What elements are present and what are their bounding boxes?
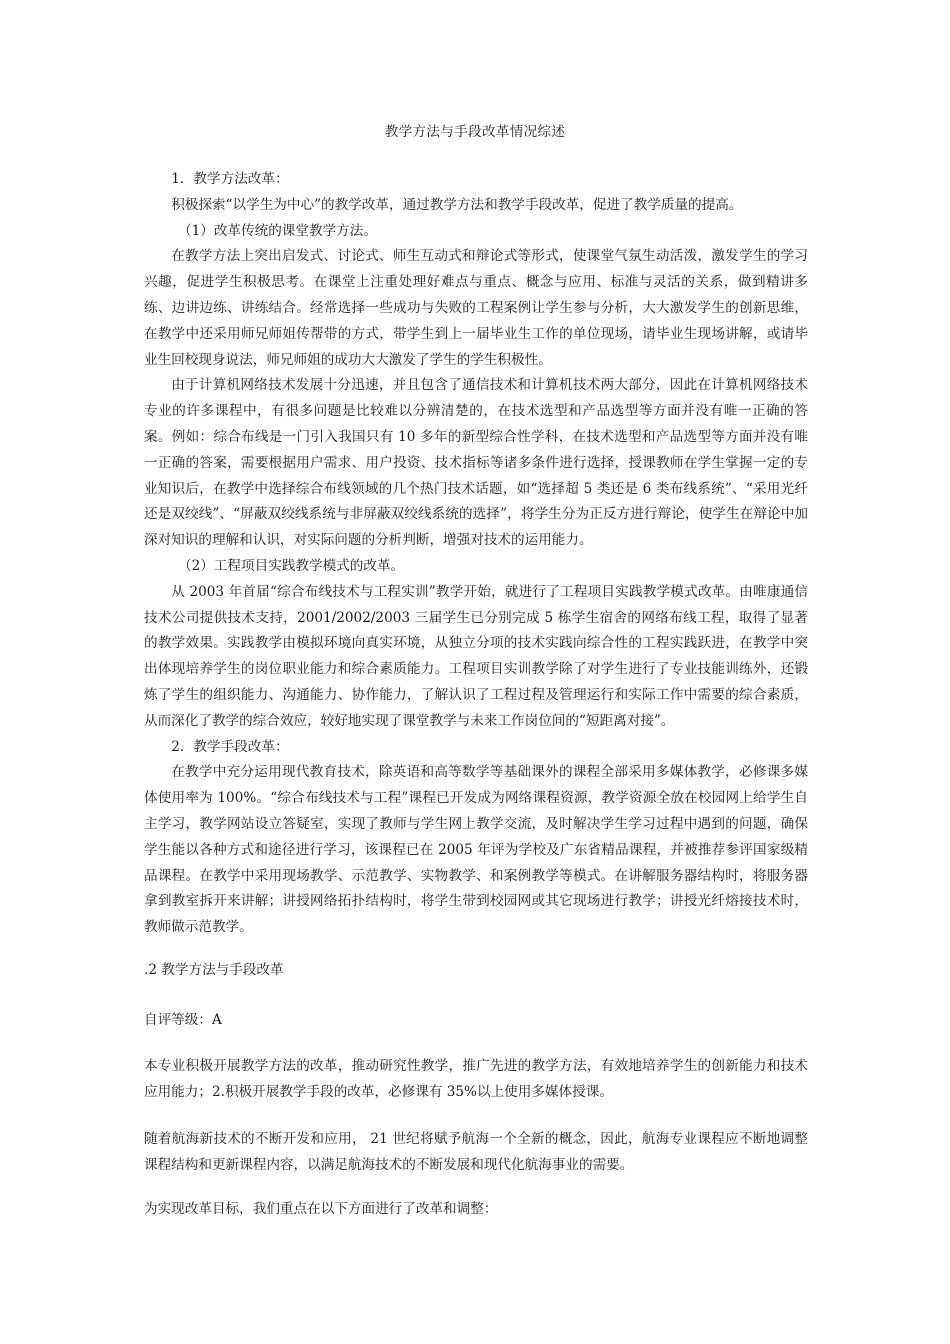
section-2-paragraph-1: 在教学中充分运用现代教育技术，除英语和高等数学等基础课外的课程全部采用多媒体教学，必修课多媒体使用率为 100%。“综合布线技术与工程”课程已开发成为网络课程资源，教学资源全放在校园网上给学生自主学习，教学网站设立答疑室，实现了教师与学生网上教学交流，及时解决学生学习过程中遇到的问题，确保学生能以各种方式和途径进行学习，该课程已在 2005 年评为学校及广东省精品课程，并被推荐参评国家级精品课程。在教学中采用现场教学、示范教学、实物教学、和案例教学等模式。在讲解服务器结构时，将服务器拿到教室拆开来讲解；讲授网络拓扑结构时，将学生带到校园网或其它现场进行教学；讲授光纤熔接技术时，教师做示范教学。 xyxy=(144,764,808,936)
section-2-heading: 2．教学手段改革： xyxy=(171,738,289,755)
self-evaluation-grade: 自评等级：A xyxy=(144,1012,222,1028)
document-title: 教学方法与手段改革情况综述 xyxy=(384,124,566,140)
subsection-1-heading: （1）改革传统的课堂教学方法。 xyxy=(178,222,377,239)
section-1 xyxy=(144,167,808,941)
section-3-heading: .2 教学方法与手段改革 xyxy=(144,962,284,978)
section-3-paragraph-3: 为实现改革目标，我们重点在以下方面进行了改革和调整： xyxy=(144,1201,498,1217)
subsection-2-paragraph-1: 从 2003 年首届“综合布线技术与工程实训”教学开始，就进行了工程项目实践教学模式改革。由唯康通信技术公司提供技术支持，2001/2002/2003 三届学生已分别完成 5 栋学生宿舍的网络布线工程，取得了显著的教学效果。实践教学由模拟环境向真实环境，从独立分项的技术实践向综合性的工程实践跃进，在教学中突出体现培养学生的岗位职业能力和综合素质能力。工程项目实训教学除了对学生进行了专业技能训练外，还锻炼了学生的组织能力、沟通能力、协作能力，了解认识了工程过程及管理运行和实际工作中需要的综合素质，从而深化了教学的综合效应，较好地实现了课堂教学与未来工作岗位间的“短距离对接”。 xyxy=(144,583,808,729)
section-1-intro: 积极探索“以学生为中心”的教学改革，通过教学方法和教学手段改革，促进了教学质量的提高。 xyxy=(171,196,743,213)
section-3-paragraph-2: 随着航海新技术的不断开发和应用， 21 世纪将赋予航海一个全新的概念，因此，航海专业课程应不断地调整课程结构和更新课程内容，以满足航海技术的不断发展和现代化航海事业的需要。 xyxy=(144,1131,808,1173)
subsection-1-paragraph-2: 由于计算机网络技术发展十分迅速，并且包含了通信技术和计算机技术两大部分，因此在计算机网络技术专业的许多课程中，有很多问题是比较难以分辨清楚的，在技术选型和产品选型等方面并没有唯一正确的答案。例如：综合布线是一门引入我国只有 10 多年的新型综合性学科，在技术选型和产品选型等方面并没有唯一正确的答案，需要根据用户需求、用户投资、技术指标等诸多条件进行选择，授课教师在学生掌握一定的专业知识后，在教学中选择综合布线领域的几个热门技术话题，如“选择超 5 类还是 6 类布线系统”、“采用光纤还是双绞线”、“屏蔽双绞线系统与非屏蔽双绞线系统的选择”，将学生分为正反方进行辩论，使学生在辩论中加深对知识的理解和认识，对实际问题的分析判断，增强对技术的运用能力。 xyxy=(144,377,808,549)
subsection-2-heading: （2）工程项目实践教学模式的改革。 xyxy=(178,557,405,574)
section-3-paragraph-1: 本专业积极开展教学方法的改革，推动研究性教学，推广先进的教学方法，有效地培养学生的创新能力和技术应用能力；2.积极开展教学手段的改革，必修课有 35%以上使用多媒体授课。 xyxy=(144,1058,808,1100)
subsection-1-paragraph-1: 在教学方法上突出启发式、讨论式、师生互动式和辩论式等形式，使课堂气氛生动活泼，激发学生的学习兴趣，促进学生积极思考。在课堂上注重处理好难点与重点、概念与应用、标准与灵活的关系，做到精讲多练、边讲边练、讲练结合。经常选择一些成功与失败的工程案例让学生参与分析，大大激发学生的创新思维，在教学中还采用师兄师姐传帮带的方式，带学生到上一届毕业生工作的单位现场，请毕业生现场讲解，或请毕业生回校现身说法，师兄师姐的成功大大激发了学生的学生积极性。 xyxy=(144,248,808,368)
section-1-heading: 1．教学方法改革： xyxy=(171,171,289,187)
